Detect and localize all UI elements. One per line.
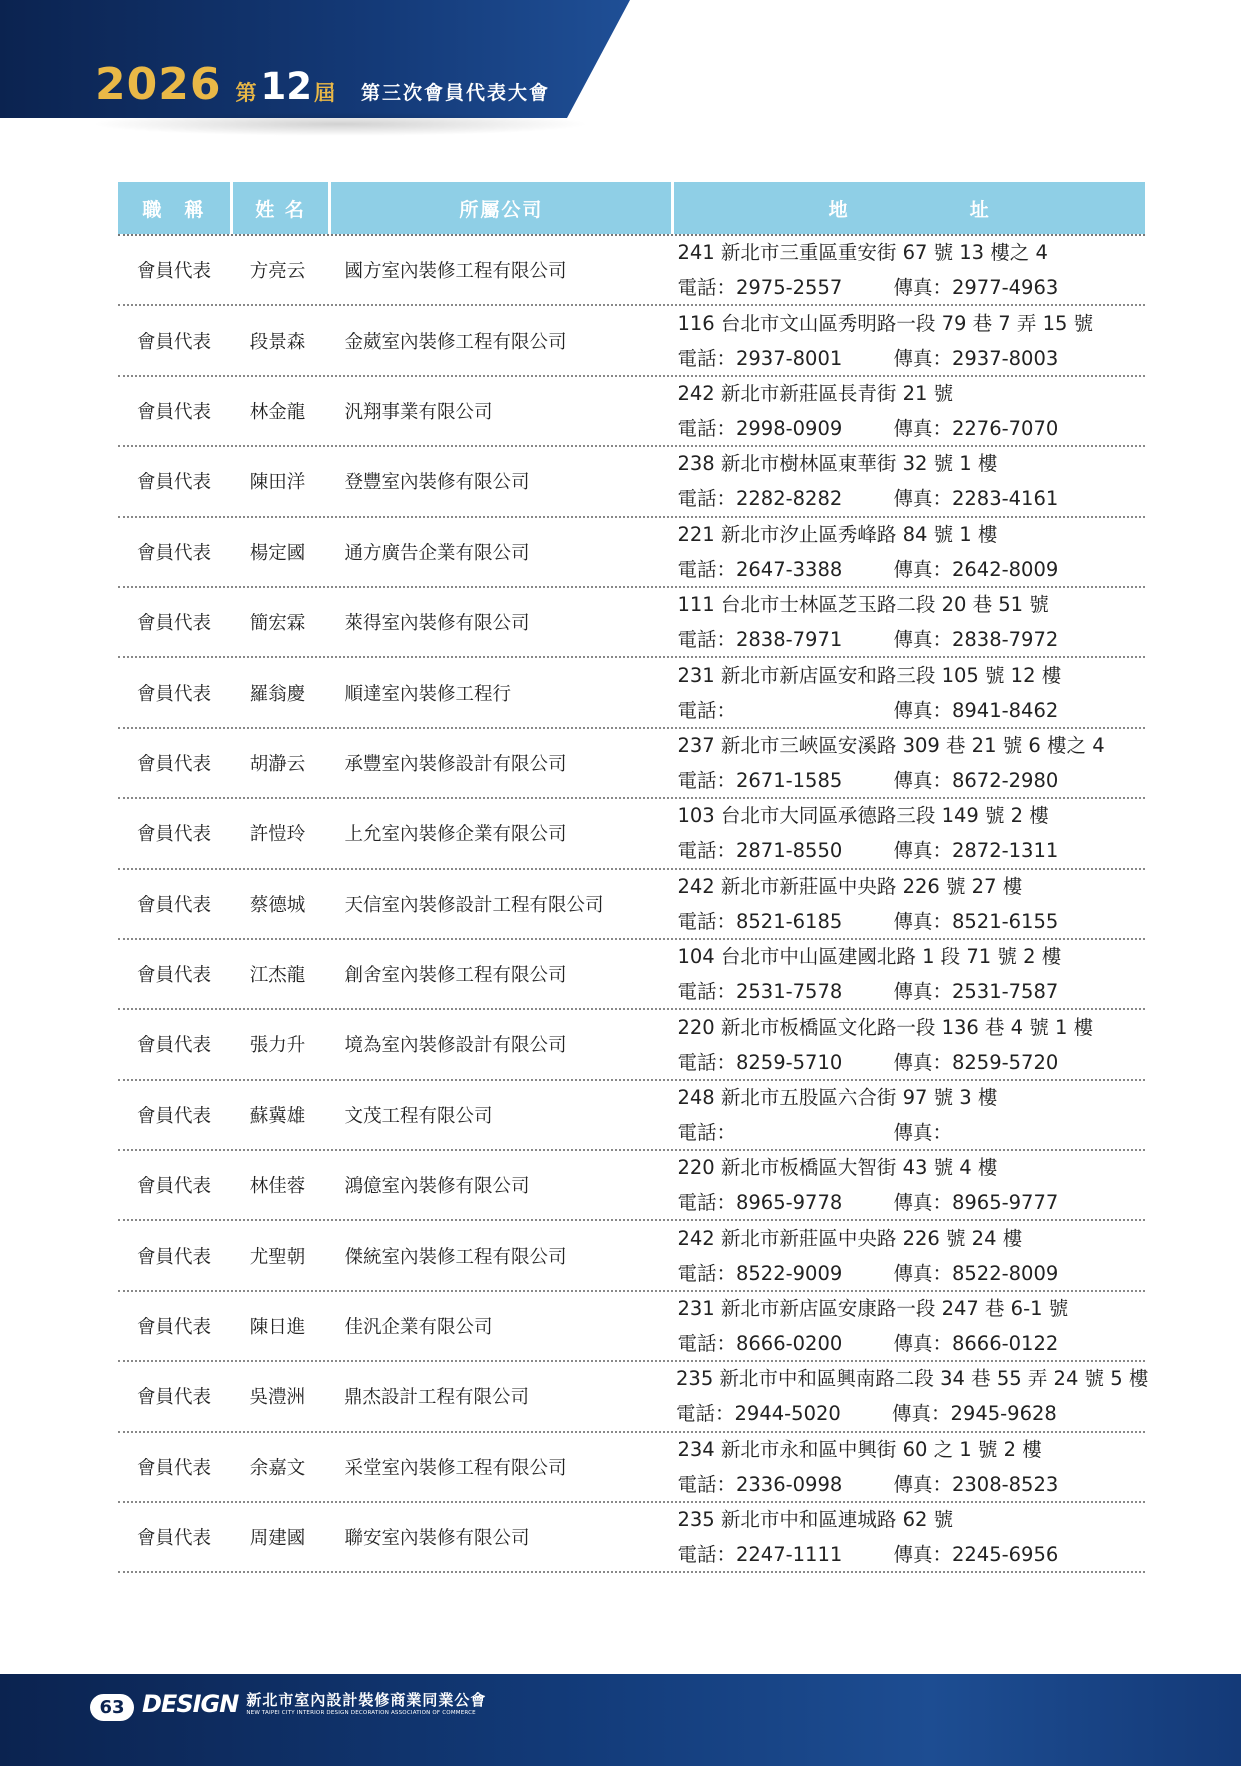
fax-label: 傳真： <box>893 698 952 722</box>
member-name: 許愷玲 <box>249 824 306 846</box>
member-title: 會員代表 <box>137 542 212 564</box>
phone-label: 電話： <box>677 839 736 863</box>
table-row <box>118 799 1145 869</box>
member-address: 116 台北市文山區秀明路一段 79 巷 7 弄 15 號 <box>677 311 1094 335</box>
member-address-cell <box>674 1433 1145 1501</box>
phone-label: 電話： <box>677 487 736 511</box>
member-company: 登豐室內裝修有限公司 <box>344 472 530 494</box>
fax-label: 傳真： <box>893 839 952 863</box>
member-phone <box>677 693 893 728</box>
fax-label: 傳真： <box>893 768 952 792</box>
phone-label: 電話： <box>677 276 736 300</box>
fax-label: 傳真： <box>893 276 952 300</box>
member-address: 111 台北市士林區芝玉路二段 20 巷 51 號 <box>677 593 1049 617</box>
phone-label: 電話： <box>677 1050 736 1074</box>
phone-label: 電話： <box>677 1543 736 1567</box>
session-prefix: 第 <box>235 81 257 105</box>
member-phone <box>677 1467 893 1502</box>
fax-value: 8522-8009 <box>951 1261 1059 1285</box>
member-phone <box>677 1326 893 1361</box>
member-name: 羅翁慶 <box>249 683 306 705</box>
member-contact <box>677 1115 952 1150</box>
member-address: 242 新北市新莊區中央路 226 號 24 樓 <box>677 1226 1023 1250</box>
member-contact <box>677 763 1058 798</box>
member-address: 248 新北市五股區六合街 97 號 3 樓 <box>677 1085 998 1109</box>
member-phone <box>677 833 893 868</box>
table-row <box>118 1081 1145 1151</box>
phone-value: 2336-0998 <box>735 1472 843 1496</box>
member-contact <box>677 1537 1058 1572</box>
member-address-cell <box>674 1221 1145 1289</box>
member-contact <box>677 833 1058 868</box>
member-address: 238 新北市樹林區東華街 32 號 1 樓 <box>677 452 998 476</box>
table-row <box>118 1362 1149 1432</box>
fax-value: 2245-6956 <box>951 1543 1059 1567</box>
member-title: 會員代表 <box>137 1528 212 1550</box>
fax-value: 2937-8003 <box>951 346 1059 370</box>
table-body <box>118 236 1149 1573</box>
member-address: 242 新北市新莊區中央路 226 號 27 樓 <box>677 874 1023 898</box>
member-address-cell <box>674 870 1145 938</box>
phone-label: 電話： <box>677 698 736 722</box>
member-address-cell <box>674 447 1145 515</box>
fax-value: 2531-7587 <box>951 980 1059 1004</box>
fax-value: 8965-9777 <box>951 1191 1059 1215</box>
member-contact <box>677 1326 1058 1361</box>
phone-label: 電話： <box>677 909 736 933</box>
association-name <box>246 1691 486 1717</box>
table-row <box>118 377 1145 447</box>
phone-value: 2647-3388 <box>735 557 843 581</box>
phone-value: 2998-0909 <box>735 416 843 440</box>
member-title: 會員代表 <box>137 1035 212 1057</box>
table-row <box>118 658 1145 728</box>
table-row <box>118 1151 1145 1221</box>
member-address: 235 新北市中和區興南路二段 34 巷 55 弄 24 號 5 樓 <box>676 1367 1149 1391</box>
table-row <box>118 306 1145 376</box>
fax-label: 傳真： <box>893 628 952 652</box>
member-address: 221 新北市汐止區秀峰路 84 號 1 樓 <box>677 522 998 546</box>
member-address-cell <box>674 1151 1145 1219</box>
header-shadow <box>90 112 590 136</box>
member-fax <box>893 481 1058 516</box>
fax-label: 傳真： <box>893 416 952 440</box>
member-address-cell <box>674 1081 1145 1149</box>
member-address: 234 新北市永和區中興街 60 之 1 號 2 樓 <box>677 1437 1042 1461</box>
member-fax <box>893 1045 1058 1080</box>
member-address-cell <box>674 729 1145 797</box>
member-fax <box>892 1396 1057 1431</box>
member-contact <box>677 974 1058 1009</box>
member-company: 汎翔事業有限公司 <box>344 401 493 423</box>
member-fax <box>893 622 1058 657</box>
table-header <box>118 182 1145 236</box>
member-address-cell <box>674 1292 1145 1360</box>
phone-value: 2247-1111 <box>735 1543 843 1567</box>
table-row <box>118 1221 1145 1291</box>
member-contact <box>677 1256 1058 1291</box>
member-phone <box>677 622 893 657</box>
column-header-address-part2: 址 <box>969 198 991 221</box>
member-address: 231 新北市新店區安和路三段 105 號 12 樓 <box>677 663 1062 687</box>
member-company: 境為室內裝修設計有限公司 <box>344 1035 567 1057</box>
column-header-address <box>674 182 1145 234</box>
member-phone <box>677 1045 893 1080</box>
phone-value: 8521-6185 <box>735 909 843 933</box>
member-name: 吳澧洲 <box>249 1387 305 1409</box>
table-row <box>118 729 1145 799</box>
fax-label: 傳真： <box>893 346 952 370</box>
member-title: 會員代表 <box>137 613 212 635</box>
member-company: 上允室內裝修企業有限公司 <box>344 824 567 846</box>
member-name: 楊定國 <box>249 542 306 564</box>
header-year: 2026 <box>95 59 222 110</box>
member-title: 會員代表 <box>137 261 212 283</box>
member-phone <box>677 1115 893 1150</box>
member-name: 江杰龍 <box>249 965 306 987</box>
phone-label: 電話： <box>677 628 736 652</box>
fax-value: 8666-0122 <box>951 1332 1059 1356</box>
phone-value: 2937-8001 <box>735 346 843 370</box>
member-title: 會員代表 <box>137 472 212 494</box>
member-name: 蘇冀雄 <box>249 1105 306 1127</box>
member-name: 林佳蓉 <box>249 1176 306 1198</box>
member-fax <box>893 1467 1058 1502</box>
member-address: 220 新北市板橋區大智街 43 號 4 樓 <box>677 1156 998 1180</box>
phone-value: 2944-5020 <box>734 1402 841 1426</box>
association-name-cn: 新北市室內設計裝修商業同業公會 <box>246 1691 487 1709</box>
member-fax <box>893 1537 1058 1572</box>
column-header-title: 職 稱 <box>118 182 230 234</box>
member-address-cell <box>673 1362 1149 1430</box>
member-address-cell <box>674 306 1145 374</box>
member-address: 237 新北市三峽區安溪路 309 巷 21 號 6 樓之 4 <box>677 733 1105 757</box>
member-company: 佳汎企業有限公司 <box>344 1317 493 1339</box>
member-address-cell <box>674 1503 1145 1571</box>
member-fax <box>893 1185 1058 1220</box>
member-name: 尤聖朝 <box>249 1246 306 1268</box>
fax-label: 傳真： <box>892 1402 951 1426</box>
association-logo <box>142 1690 486 1718</box>
member-contact <box>676 1396 1057 1431</box>
member-title: 會員代表 <box>137 1317 212 1339</box>
phone-label: 電話： <box>677 346 736 370</box>
table-row <box>118 588 1145 658</box>
table-row <box>118 447 1145 517</box>
member-title: 會員代表 <box>137 965 212 987</box>
member-company: 天信室內裝修設計工程有限公司 <box>344 894 604 916</box>
phone-value: 2282-8282 <box>735 487 843 511</box>
member-name: 方亮云 <box>249 261 306 283</box>
member-name: 余嘉文 <box>249 1457 306 1479</box>
phone-value: 2975-2557 <box>735 276 843 300</box>
session-suffix: 屆 <box>313 81 335 105</box>
member-title: 會員代表 <box>137 1387 212 1409</box>
member-phone <box>677 341 893 376</box>
member-company: 鴻億室內裝修有限公司 <box>344 1176 530 1198</box>
member-name: 陳日進 <box>249 1317 306 1339</box>
fax-label: 傳真： <box>893 1050 952 1074</box>
member-phone <box>677 1537 893 1572</box>
fax-label: 傳真： <box>893 1472 952 1496</box>
member-company: 通方廣告企業有限公司 <box>344 542 530 564</box>
fax-label: 傳真： <box>893 1261 952 1285</box>
fax-value: 8259-5720 <box>951 1050 1059 1074</box>
phone-value: 8666-0200 <box>735 1332 843 1356</box>
member-company: 鼎杰設計工程有限公司 <box>343 1387 529 1409</box>
phone-value: 8259-5710 <box>735 1050 843 1074</box>
member-title: 會員代表 <box>137 824 212 846</box>
member-address: 103 台北市大同區承德路三段 149 號 2 樓 <box>677 804 1049 828</box>
member-name: 張力升 <box>249 1035 306 1057</box>
member-fax <box>893 270 1058 305</box>
fax-value: 2642-8009 <box>951 557 1059 581</box>
member-address: 235 新北市中和區連城路 62 號 <box>677 1508 954 1532</box>
phone-value: 2838-7971 <box>735 628 843 652</box>
member-phone <box>677 904 893 939</box>
table-row <box>118 940 1145 1010</box>
fax-value: 8521-6155 <box>951 909 1059 933</box>
fax-label: 傳真： <box>893 487 952 511</box>
member-title: 會員代表 <box>137 331 212 353</box>
member-fax <box>893 693 1058 728</box>
member-fax <box>893 552 1058 587</box>
fax-value: 2838-7972 <box>951 628 1059 652</box>
fax-label: 傳真： <box>893 1332 952 1356</box>
member-address-cell <box>674 377 1145 445</box>
fax-label: 傳真： <box>893 980 952 1004</box>
page-header <box>95 58 550 108</box>
member-contact <box>677 481 1058 516</box>
member-fax <box>893 1326 1058 1361</box>
page-number: 63 <box>90 1694 134 1721</box>
member-fax <box>893 341 1058 376</box>
table-row <box>118 1433 1145 1503</box>
member-address: 241 新北市三重區重安街 67 號 13 樓之 4 <box>677 241 1048 265</box>
meeting-title: 第三次會員代表大會 <box>360 82 550 104</box>
member-fax <box>893 904 1058 939</box>
fax-value: 8672-2980 <box>951 768 1059 792</box>
member-company: 萊得室內裝修有限公司 <box>344 613 530 635</box>
member-contact <box>677 1467 1058 1502</box>
member-company: 承豐室內裝修設計有限公司 <box>344 753 567 775</box>
member-contact <box>677 1045 1058 1080</box>
table-row <box>118 870 1145 940</box>
fax-label: 傳真： <box>893 1543 952 1567</box>
phone-value: 2871-8550 <box>735 839 843 863</box>
member-contact <box>677 341 1058 376</box>
member-fax <box>893 1256 1058 1291</box>
member-address-cell <box>674 658 1145 726</box>
member-title: 會員代表 <box>137 1246 212 1268</box>
member-address: 220 新北市板橋區文化路一段 136 巷 4 號 1 樓 <box>677 1015 1094 1039</box>
member-name: 周建國 <box>249 1528 306 1550</box>
member-title: 會員代表 <box>137 401 212 423</box>
member-address: 231 新北市新店區安康路一段 247 巷 6-1 號 <box>677 1297 1069 1321</box>
fax-value: 2872-1311 <box>951 839 1059 863</box>
fax-label: 傳真： <box>893 1191 952 1215</box>
phone-label: 電話： <box>677 1332 736 1356</box>
phone-label: 電話： <box>677 1120 736 1144</box>
fax-value: 2283-4161 <box>951 487 1059 511</box>
member-contact <box>677 270 1058 305</box>
fax-label: 傳真： <box>893 909 952 933</box>
member-address-cell <box>674 236 1145 304</box>
member-name: 蔡德城 <box>249 894 306 916</box>
fax-value: 2977-4963 <box>951 276 1059 300</box>
table-row <box>118 1503 1145 1573</box>
fax-label: 傳真： <box>893 1120 952 1144</box>
member-company: 傑統室內裝修工程有限公司 <box>344 1246 567 1268</box>
member-contact <box>677 552 1058 587</box>
member-contact <box>677 622 1058 657</box>
member-title: 會員代表 <box>137 894 212 916</box>
member-address: 242 新北市新莊區長青街 21 號 <box>677 381 954 405</box>
member-phone <box>677 411 893 446</box>
member-address-cell <box>674 940 1145 1008</box>
phone-label: 電話： <box>677 1191 736 1215</box>
member-title: 會員代表 <box>137 1457 212 1479</box>
session-number: 12 <box>260 65 312 108</box>
phone-label: 電話： <box>677 416 736 440</box>
member-phone <box>677 763 893 798</box>
member-company: 聯安室內裝修有限公司 <box>344 1528 530 1550</box>
column-header-address-part1: 地 <box>828 198 850 221</box>
member-address-cell <box>674 518 1145 586</box>
member-name: 陳田洋 <box>249 472 306 494</box>
phone-label: 電話： <box>677 980 736 1004</box>
table-row <box>118 1010 1145 1080</box>
member-phone <box>677 481 893 516</box>
phone-value: 2531-7578 <box>735 980 843 1004</box>
fax-value: 2276-7070 <box>951 416 1059 440</box>
column-header-name: 姓 名 <box>233 182 329 234</box>
design-logo-mark: DESIGN <box>142 1690 239 1718</box>
phone-value: 8965-9778 <box>735 1191 843 1215</box>
member-contact <box>677 411 1058 446</box>
member-phone <box>677 552 893 587</box>
member-table <box>118 182 1149 1573</box>
member-fax <box>893 411 1058 446</box>
member-address-cell <box>674 799 1145 867</box>
column-header-company: 所屬公司 <box>331 182 671 234</box>
phone-label: 電話： <box>677 1472 736 1496</box>
phone-label: 電話： <box>677 557 736 581</box>
association-name-en: NEW TAIPEI CITY INTERIOR DESIGN DECORATION ASSOCIATION OF COMMERCE <box>246 1710 476 1716</box>
member-phone <box>676 1396 892 1431</box>
fax-value: 8941-8462 <box>951 698 1059 722</box>
member-title: 會員代表 <box>137 1105 212 1127</box>
phone-label: 電話： <box>677 768 736 792</box>
fax-label: 傳真： <box>893 557 952 581</box>
member-company: 文茂工程有限公司 <box>344 1105 493 1127</box>
member-company: 國方室內裝修工程有限公司 <box>344 261 567 283</box>
member-phone <box>677 1185 893 1220</box>
table-row <box>118 518 1145 588</box>
member-phone <box>677 1256 893 1291</box>
member-fax <box>893 763 1058 798</box>
member-title: 會員代表 <box>137 683 212 705</box>
member-contact <box>677 1185 1058 1220</box>
member-title: 會員代表 <box>137 753 212 775</box>
phone-value: 8522-9009 <box>735 1261 843 1285</box>
member-company: 創舍室內裝修工程有限公司 <box>344 965 567 987</box>
member-name: 林金龍 <box>249 401 306 423</box>
member-address-cell <box>674 1010 1145 1078</box>
footer-band <box>0 1674 1241 1766</box>
member-contact <box>677 693 1058 728</box>
phone-label: 電話： <box>676 1402 735 1426</box>
phone-value: 2671-1585 <box>735 768 843 792</box>
member-company: 順達室內裝修工程行 <box>344 683 511 705</box>
fax-value: 2945-9628 <box>950 1402 1057 1426</box>
member-fax <box>893 833 1058 868</box>
member-name: 胡瀞云 <box>249 753 306 775</box>
member-company: 采堂室內裝修工程有限公司 <box>344 1457 567 1479</box>
member-name: 簡宏霖 <box>249 613 306 635</box>
table-row <box>118 236 1145 306</box>
member-fax <box>893 1115 952 1150</box>
member-address-cell <box>674 588 1145 656</box>
member-name: 段景森 <box>249 331 306 353</box>
member-phone <box>677 270 893 305</box>
fax-value: 2308-8523 <box>951 1472 1059 1496</box>
member-fax <box>893 974 1058 1009</box>
member-address: 104 台北市中山區建國北路 1 段 71 號 2 樓 <box>677 945 1062 969</box>
table-row <box>118 1292 1145 1362</box>
member-title: 會員代表 <box>137 1176 212 1198</box>
member-company: 金葳室內裝修工程有限公司 <box>344 331 567 353</box>
phone-label: 電話： <box>677 1261 736 1285</box>
member-contact <box>677 904 1058 939</box>
member-phone <box>677 974 893 1009</box>
